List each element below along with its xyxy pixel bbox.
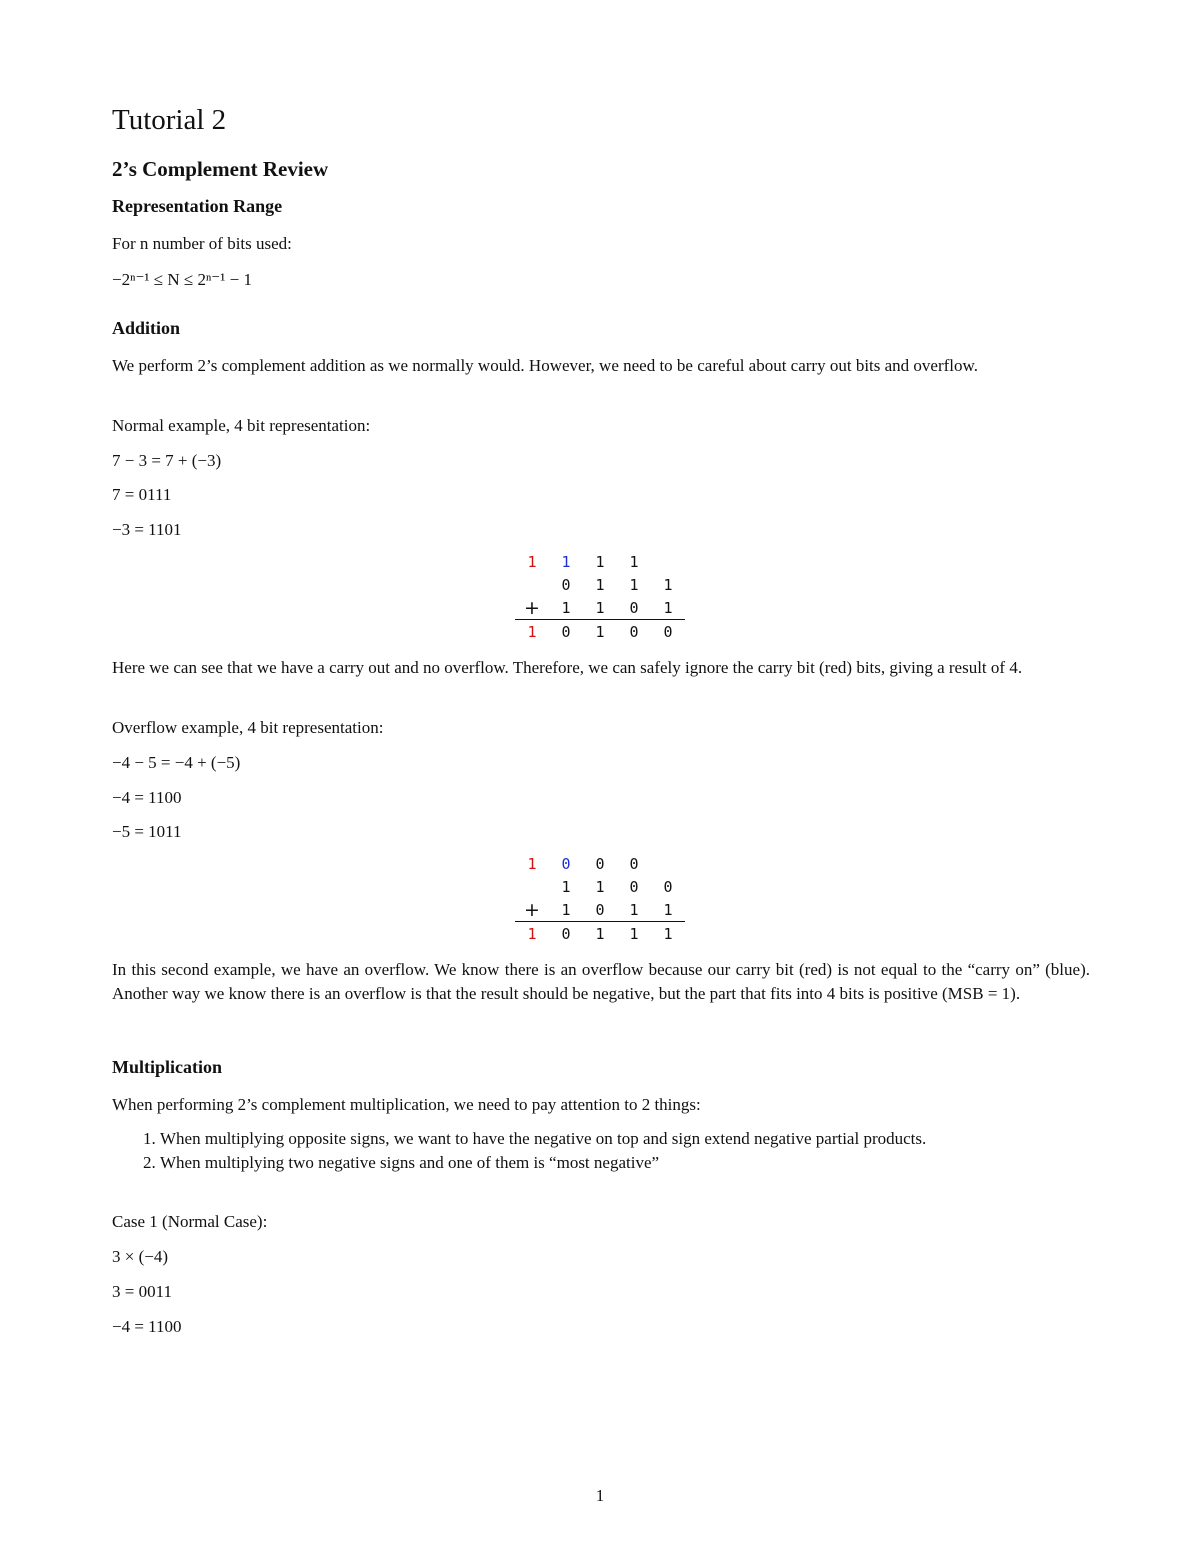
addition-intro: We perform 2’s complement addition as we normally would. However, we need to be careful about carry out bits and overflow.: [112, 356, 978, 375]
result-digit: 1: [617, 922, 651, 946]
overflow-example-label: Overflow example, 4 bit representation:: [112, 718, 384, 737]
overflow-addition-table: [515, 852, 685, 945]
list-item: 2. When multiplying two negative signs and one of them is “most negative”: [160, 1151, 1090, 1174]
overflow-explanation: In this second example, we have an overflow. We know there is an overflow because our carry bit (red) is not equal to the “carry on” (blue). Another way we know there is an overflow is that the result should be negative, but the part that fits into 4 bits is positive (MSB = 1).: [112, 960, 1090, 1003]
carry-digit: 1: [561, 552, 571, 571]
operand-digit: [515, 875, 549, 898]
operand-digit: 1: [561, 900, 571, 919]
result-digit: 1: [515, 922, 549, 946]
mult-eq2: 3 = 0011: [112, 1282, 172, 1301]
operand-digit: 0: [561, 575, 571, 594]
normal-eq2: 7 = 0111: [112, 485, 172, 504]
result-digit: 0: [549, 620, 583, 644]
multiplication-intro: When performing 2’s complement multiplication, we need to pay attention to 2 things:: [112, 1095, 701, 1114]
operand-digit: 1: [595, 575, 605, 594]
operand-digit: [515, 573, 549, 596]
operand-digit: 1: [663, 598, 673, 617]
result-digit: 1: [583, 922, 617, 946]
operand-digit: 1: [629, 900, 639, 919]
normal-example-label: Normal example, 4 bit representation:: [112, 416, 371, 435]
carry-digit: 0: [595, 854, 605, 873]
multiplication-list: [112, 1127, 1090, 1175]
carry-digit: [651, 852, 685, 875]
carry-digit: 1: [527, 854, 537, 873]
operand-digit: 1: [561, 598, 571, 617]
carry-digit: 0: [629, 854, 639, 873]
list-item: 1. When multiplying opposite signs, we want to have the negative on top and sign extend negative partial products.: [160, 1127, 1090, 1150]
normal-addition-table: [515, 550, 685, 643]
overflow-eq2: −4 = 1100: [112, 788, 182, 807]
range-heading: Representation Range: [112, 196, 283, 216]
range-formula: −2ⁿ⁻¹ ≤ N ≤ 2ⁿ⁻¹ − 1: [112, 270, 252, 289]
normal-explanation: Here we can see that we have a carry out and no overflow. Therefore, we can safely ignore the carry bit (red) bits, giving a result of 4.: [112, 658, 1023, 677]
result-digit: 0: [651, 620, 685, 644]
mult-eq3: −4 = 1100: [112, 1317, 182, 1336]
mult-eq1: 3 × (−4): [112, 1247, 168, 1266]
operand-digit: 0: [663, 877, 673, 896]
operand-digit: 1: [561, 877, 571, 896]
carry-digit: 0: [561, 854, 571, 873]
plus-sign: +: [524, 596, 540, 619]
operand-digit: 0: [629, 877, 639, 896]
operand-digit: 0: [595, 900, 605, 919]
result-digit: 1: [583, 620, 617, 644]
result-digit: 0: [617, 620, 651, 644]
carry-digit: 1: [629, 552, 639, 571]
multiplication-heading: Multiplication: [112, 1057, 223, 1077]
overflow-eq3: −5 = 1011: [112, 822, 182, 841]
operand-digit: 1: [629, 575, 639, 594]
operand-digit: 1: [663, 900, 673, 919]
carry-digit: 1: [595, 552, 605, 571]
plus-sign: +: [524, 898, 540, 921]
case1-label: Case 1 (Normal Case):: [112, 1212, 268, 1231]
operand-digit: 1: [595, 598, 605, 617]
result-digit: 1: [651, 922, 685, 946]
range-intro: For n number of bits used:: [112, 234, 292, 253]
overflow-eq1: −4 − 5 = −4 + (−5): [112, 753, 241, 772]
result-digit: 0: [549, 922, 583, 946]
operand-digit: 0: [629, 598, 639, 617]
page-number: 1: [595, 1486, 605, 1505]
section-heading: 2’s Complement Review: [112, 157, 329, 181]
document-title: Tutorial 2: [112, 104, 227, 136]
operand-digit: 1: [595, 877, 605, 896]
carry-digit: 1: [527, 552, 537, 571]
normal-eq1: 7 − 3 = 7 + (−3): [112, 451, 222, 470]
carry-digit: [651, 550, 685, 573]
normal-eq3: −3 = 1101: [112, 520, 182, 539]
operand-digit: 1: [663, 575, 673, 594]
result-digit: 1: [515, 620, 549, 644]
addition-heading: Addition: [112, 318, 181, 338]
